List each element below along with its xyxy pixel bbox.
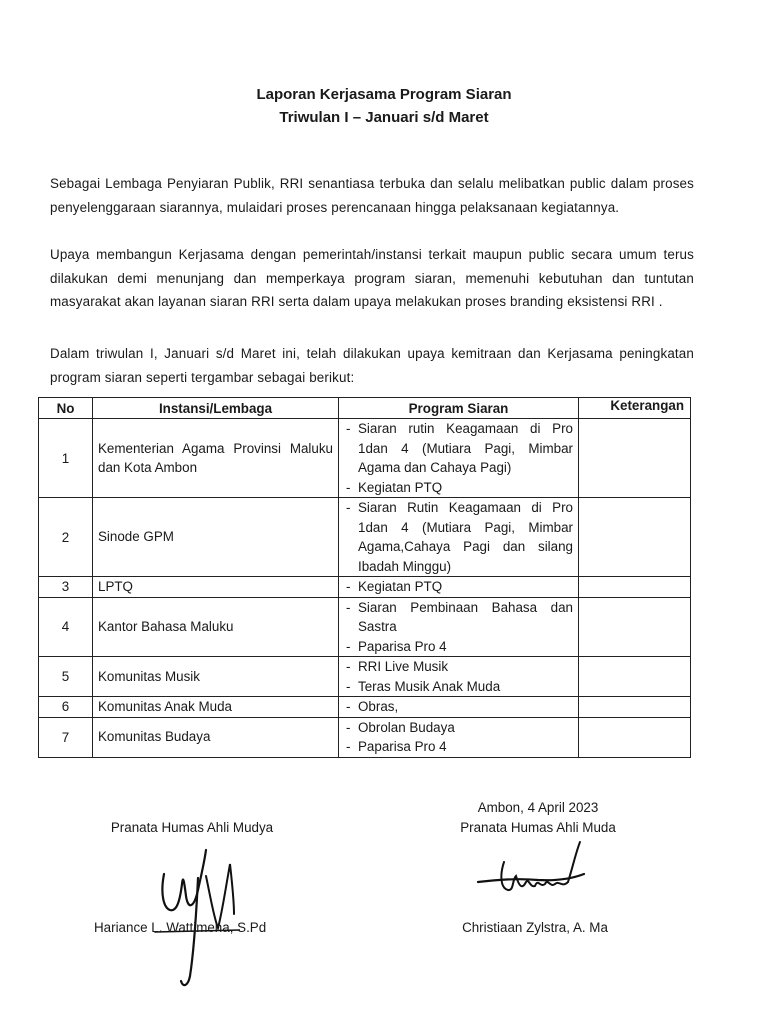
table-row: [39, 717, 691, 757]
right-signature: [476, 840, 586, 906]
program-list: [344, 498, 573, 576]
row-instansi: LPTQ: [93, 577, 339, 598]
program-item: - Paparisa Pro 4: [344, 737, 573, 757]
row-instansi: Komunitas Musik: [93, 657, 339, 697]
right-signer-title: Pranata Humas Ahli Muda: [460, 820, 616, 835]
row-number: 7: [39, 717, 93, 757]
program-item: - Obrolan Budaya: [344, 718, 573, 738]
program-item: - Kegiatan PTQ: [344, 577, 573, 597]
table-row: [39, 498, 691, 577]
intro-paragraph-3: Dalam triwulan I, Januari s/d Maret ini, telah dilakukan upaya kemitraan dan Kerjasama peningkatan program siaran seperti tergambar sebagai berikut:: [50, 346, 694, 385]
row-program: [339, 657, 579, 697]
header-program: Program Siaran: [339, 398, 579, 419]
program-item: - Siaran rutin Keagamaan di Pro 1dan 4 (Mutiara Pagi, Mimbar Agama dan Cahaya Pagi): [344, 419, 573, 478]
program-item: - Siaran Rutin Keagamaan di Pro 1dan 4 (Mutiara Pagi, Mimbar Agama,Cahaya Pagi dan silang Ibadah Minggu): [344, 498, 573, 576]
row-instansi: Kantor Bahasa Maluku: [93, 597, 339, 657]
row-keterangan: [579, 717, 691, 757]
program-list: [344, 419, 573, 497]
program-item: - Teras Musik Anak Muda: [344, 677, 573, 697]
row-keterangan: [579, 657, 691, 697]
table-row: [39, 597, 691, 657]
right-signer-name: Christiaan Zylstra, A. Ma: [462, 920, 608, 935]
left-signer-title: Pranata Humas Ahli Mudya: [110, 820, 274, 835]
row-keterangan: [579, 597, 691, 657]
row-keterangan: [579, 419, 691, 498]
program-item: - RRI Live Musik: [344, 657, 573, 677]
program-list: [344, 657, 573, 696]
partnership-table: [38, 397, 691, 758]
row-instansi: Kementerian Agama Provinsi Maluku dan Kota Ambon: [93, 419, 339, 498]
row-program: [339, 717, 579, 757]
table-header-row: [39, 398, 691, 419]
row-number: 2: [39, 498, 93, 577]
table-row: [39, 657, 691, 697]
left-signer-name: Hariance L. Wattimena, S.Pd: [94, 920, 267, 935]
header-no: No: [39, 398, 93, 419]
row-instansi: Komunitas Anak Muda: [93, 697, 339, 718]
table-row: [39, 419, 691, 498]
row-instansi: Sinode GPM: [93, 498, 339, 577]
row-program: [339, 498, 579, 577]
place-date: Ambon, 4 April 2023: [477, 800, 599, 815]
row-program: [339, 419, 579, 498]
row-keterangan: [579, 577, 691, 598]
row-program: [339, 697, 579, 718]
program-list: [344, 697, 573, 717]
table-body: [39, 419, 691, 758]
row-number: 1: [39, 419, 93, 498]
program-item: - Kegiatan PTQ: [344, 478, 573, 498]
row-program: [339, 597, 579, 657]
row-number: 4: [39, 597, 93, 657]
report-subtitle: Triwulan I – Januari s/d Maret: [279, 109, 489, 126]
intro-paragraph-1: Sebagai Lembaga Penyiaran Publik, RRI senantiasa terbuka dan selalu melibatkan public dalam proses penyelenggaraan siarannya, mulaidari proses perencanaan hingga pelaksanaan kegiatannya.: [50, 176, 694, 215]
row-keterangan: [579, 697, 691, 718]
left-signature: [150, 840, 240, 990]
program-list: [344, 718, 573, 757]
program-item: - Obras,: [344, 697, 573, 717]
row-instansi: Komunitas Budaya: [93, 717, 339, 757]
table-row: [39, 697, 691, 718]
header-instansi: Instansi/Lembaga: [93, 398, 339, 419]
program-item: - Paparisa Pro 4: [344, 637, 573, 657]
row-program: [339, 577, 579, 598]
row-number: 6: [39, 697, 93, 718]
intro-paragraph-2: Upaya membangun Kerjasama dengan pemerintah/instansi terkait maupun public secara umum terus dilakukan demi menunjang dan memperkaya program siaran, memenuhi kebutuhan dan tuntutan masyarakat akan layanan siaran RRI serta dalam upaya melakukan proses branding eksistensi RRI .: [50, 247, 694, 309]
program-list: [344, 577, 573, 597]
table-row: [39, 577, 691, 598]
program-list: [344, 598, 573, 657]
report-title: Laporan Kerjasama Program Siaran: [256, 86, 512, 103]
header-keterangan: Keterangan: [579, 398, 691, 419]
row-number: 3: [39, 577, 93, 598]
row-number: 5: [39, 657, 93, 697]
row-keterangan: [579, 498, 691, 577]
program-item: - Siaran Pembinaan Bahasa dan Sastra: [344, 598, 573, 637]
